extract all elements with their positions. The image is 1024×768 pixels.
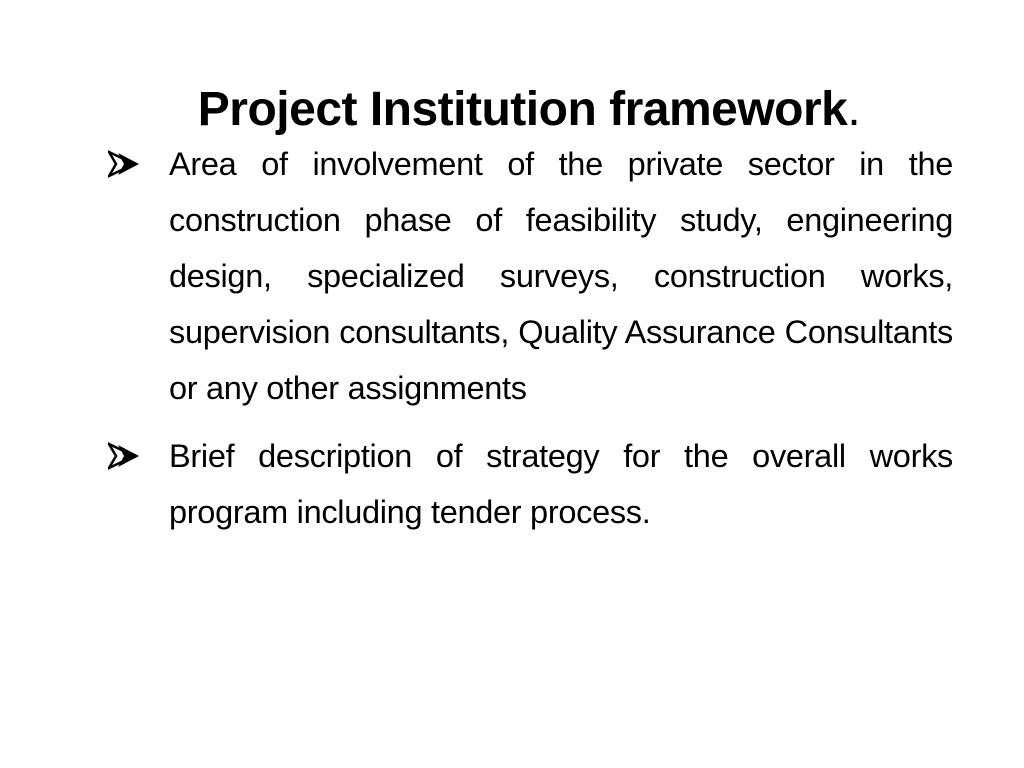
- slide-title-text: Project Institution framework: [197, 83, 848, 137]
- bullet-text: Area of involvement of the private sector in the construction phase of feasibility study, engineering design, specialized surveys, construction works, supervision consultants, Quality Assurance Consultants or any other assignments: [169, 146, 953, 406]
- slide-title-period: .: [847, 83, 861, 137]
- bullet-list: [108, 136, 953, 552]
- bullet-item: [108, 136, 953, 416]
- bullet-item: [108, 428, 953, 540]
- bullet-text: Brief description of strategy for the overall works program including tender process.: [169, 438, 953, 530]
- slide-title: [0, 78, 1024, 142]
- arrowhead-bullet-icon: [108, 441, 142, 471]
- arrowhead-bullet-icon: [108, 149, 142, 179]
